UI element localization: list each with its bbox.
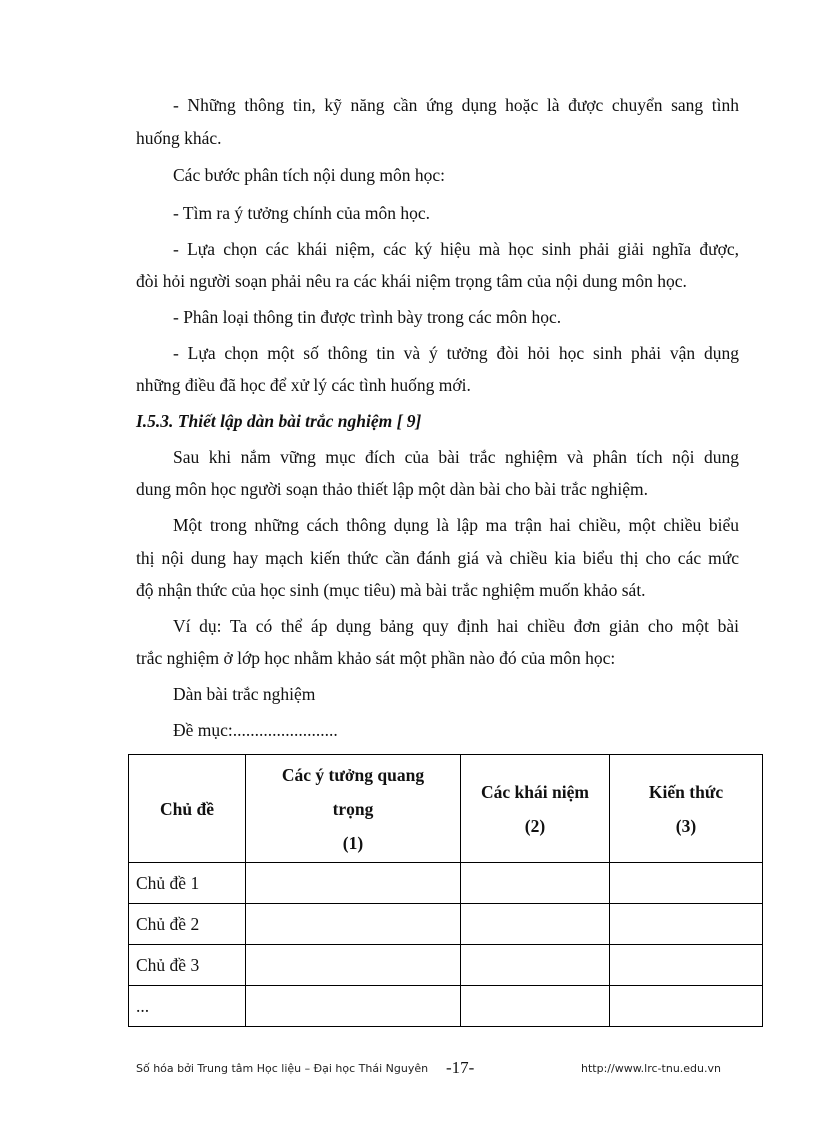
paragraph-line: những điều đã học để xử lý các tình huống mới. [136,375,471,395]
paragraph-line: - Tìm ra ý tưởng chính của môn học. [173,203,431,223]
table-row [129,986,763,1027]
page-number: -17- [446,1058,475,1077]
header-cell-concepts: Các khái niệm (2) [461,755,610,863]
paragraph-line: - Phân loại thông tin được trình bày trong các môn học. [173,307,562,327]
body-line: Một trong những cách thông dụng là lập ma trận hai chiều, một chiều biểu [173,515,739,535]
table-row [129,863,763,904]
table-row [129,904,763,945]
row-label: ... [129,986,246,1027]
paragraph-line: - Lựa chọn các khái niệm, các ký hiệu mà học sinh phải giải nghĩa được, [173,239,739,259]
header-cell-ideas: Các ý tưởng quang trọng (1) [246,755,461,863]
body-line: Ví dụ: Ta có thể áp dụng bảng quy định hai chiều đơn giản cho một bài [173,616,739,636]
row-label: Chủ đề 2 [129,904,246,945]
body-line: thị nội dung hay mạch kiến thức cần đánh giá và chiều kia biểu thị cho các mức [136,548,739,568]
body-line: Đề mục:........................ [173,720,338,740]
body-line: độ nhận thức của học sinh (mục tiêu) mà bài trắc nghiệm muốn khảo sát. [136,580,646,600]
body-line: dung môn học người soạn thảo thiết lập một dàn bài cho bài trắc nghiệm. [136,479,649,499]
paragraph-line: - Những thông tin, kỹ năng cần ứng dụng hoặc là được chuyển sang tình [173,95,739,115]
paragraph-line: - Lựa chọn một số thông tin và ý tưởng đòi hỏi học sinh phải vận dụng [173,343,739,363]
header-cell-knowledge: Kiến thức (3) [610,755,763,863]
table-header-row [129,755,763,863]
footer-source: Số hóa bởi Trung tâm Học liệu – Đại học Thái Nguyên [136,1062,429,1075]
paragraph-line: Các bước phân tích nội dung môn học: [173,165,445,185]
test-blueprint-table [128,754,763,1027]
body-line: Dàn bài trắc nghiệm [173,684,316,704]
paragraph-line: huống khác. [136,128,222,148]
section-heading: I.5.3. Thiết lập dàn bài trắc nghiệm [ 9] [136,411,422,431]
header-cell-topic: Chủ đề [129,755,246,863]
table-row [129,945,763,986]
row-label: Chủ đề 1 [129,863,246,904]
paragraph-line: đòi hỏi người soạn phải nêu ra các khái niệm trọng tâm của nội dung môn học. [136,271,687,291]
footer-url[interactable]: http://www.lrc-tnu.edu.vn [581,1062,721,1075]
body-line: Sau khi nắm vững mục đích của bài trắc nghiệm và phân tích nội dung [173,447,739,467]
row-label: Chủ đề 3 [129,945,246,986]
body-line: trắc nghiệm ở lớp học nhằm khảo sát một phần nào đó của môn học: [136,648,616,668]
